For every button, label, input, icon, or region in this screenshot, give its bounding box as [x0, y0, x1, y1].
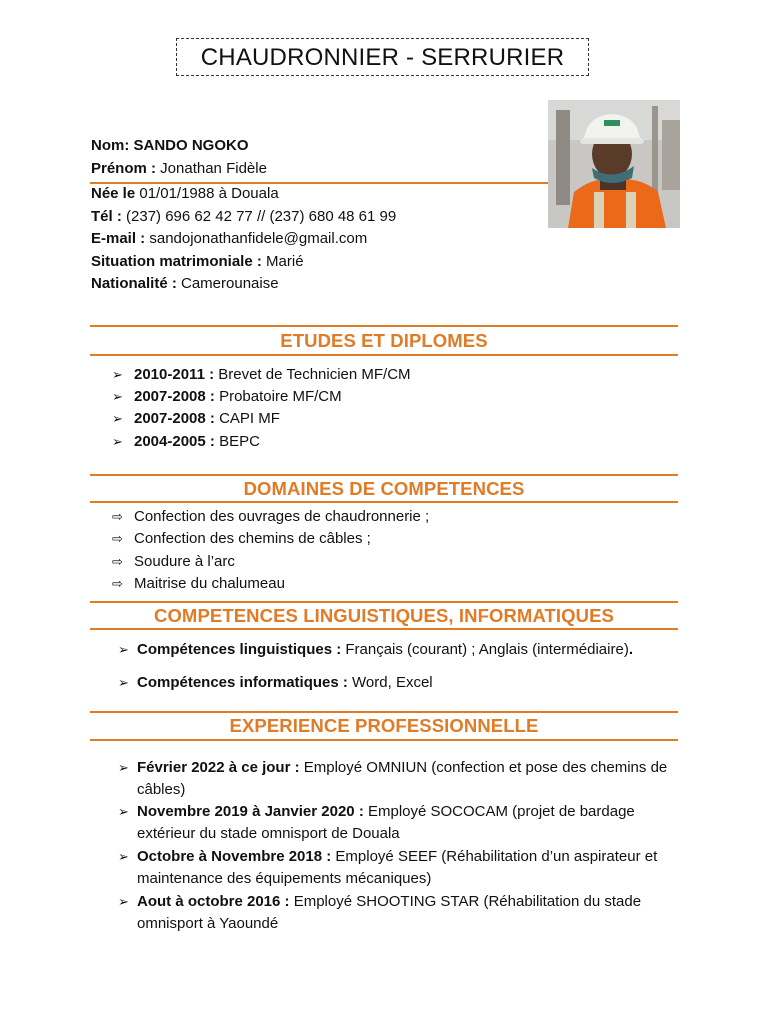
langue-item — [118, 639, 633, 661]
tel-line — [91, 206, 396, 228]
nee-value: 01/01/1988 à Douala — [135, 185, 279, 202]
hollow-arrow-bullet-icon: ⇨ — [112, 554, 123, 569]
section-title-experience: EXPERIENCE PROFESSIONNELLE — [229, 715, 539, 736]
etudes-year: 2007-2008 : — [134, 388, 215, 405]
section-rule-bottom — [90, 354, 678, 356]
section-title-linguistiques: COMPETENCES LINGUISTIQUES, INFORMATIQUES — [153, 605, 614, 626]
experience-text — [137, 891, 678, 935]
arrowhead-bullet-icon: ➢ — [118, 675, 129, 690]
experience-label: Février 2022 à ce jour : — [137, 759, 300, 776]
etudes-item — [112, 431, 260, 453]
langue-end: . — [628, 641, 633, 658]
experience-label: Octobre à Novembre 2018 : — [137, 848, 332, 865]
section-rule-top — [90, 325, 678, 327]
domaine-text: Soudure à l’arc — [134, 553, 235, 570]
domaine-text: Confection des chemins de câbles ; — [134, 530, 371, 547]
experience-item — [118, 801, 678, 845]
etudes-item — [112, 408, 280, 430]
domaine-item — [112, 506, 429, 528]
etudes-text: BEPC — [214, 433, 260, 450]
page-title: CHAUDRONNIER - SERRURIER — [176, 38, 589, 76]
informatique-text: Word, Excel — [347, 674, 433, 691]
nationalite-label: Nationalité : — [91, 275, 177, 292]
etudes-year: 2010-2011 : — [134, 366, 215, 383]
nom-line — [91, 135, 249, 157]
arrowhead-bullet-icon: ➢ — [118, 804, 129, 819]
section-rule-bottom — [90, 501, 678, 503]
section-title-etudes: ETUDES ET DIPLOMES — [280, 330, 488, 351]
situation-value: Marié — [261, 253, 304, 270]
situation-line — [91, 251, 304, 273]
email-line — [91, 228, 367, 250]
nom-label: Nom: SANDO NGOKO — [91, 137, 249, 154]
informatique-label: Compétences informatiques : — [137, 674, 348, 691]
experience-desc: Employé SEEF (Réhabilitation d’un aspirateur et maintenance des équipements mécaniques) — [137, 848, 658, 887]
hollow-arrow-bullet-icon: ⇨ — [112, 576, 123, 591]
arrowhead-bullet-icon: ➢ — [112, 411, 123, 426]
section-rule-bottom — [90, 739, 678, 741]
nationalite-line — [91, 273, 279, 295]
nationalite-value: Camerounaise — [176, 275, 279, 292]
langue-text: Français (courant) ; Anglais (intermédiaire) — [341, 641, 629, 658]
experience-desc: Employé SOCOCAM (projet de bardage extérieur du stade omnisport de Douala — [137, 803, 635, 842]
profile-photo-illustration — [548, 100, 680, 228]
prenom-value: Jonathan Fidèle — [156, 160, 267, 177]
arrowhead-bullet-icon: ➢ — [118, 642, 129, 657]
experience-text — [137, 757, 678, 801]
experience-item — [118, 891, 678, 935]
email-label: E-mail : — [91, 230, 146, 247]
hollow-arrow-bullet-icon: ⇨ — [112, 531, 123, 546]
experience-item — [118, 846, 678, 890]
experience-item — [118, 757, 678, 801]
etudes-year: 2004-2005 : — [134, 433, 215, 450]
experience-text — [137, 801, 678, 845]
etudes-text: Brevet de Technicien MF/CM — [214, 366, 411, 383]
etudes-text: Probatoire MF/CM — [214, 388, 342, 405]
section-rule-bottom — [90, 628, 678, 630]
section-title-domaines: DOMAINES DE COMPETENCES — [243, 478, 525, 499]
situation-label: Situation matrimoniale : — [91, 253, 262, 270]
experience-label: Aout à octobre 2016 : — [137, 893, 290, 910]
arrowhead-bullet-icon: ➢ — [112, 389, 123, 404]
tel-label: Tél : — [91, 208, 122, 225]
arrowhead-bullet-icon: ➢ — [118, 849, 129, 864]
arrowhead-bullet-icon: ➢ — [112, 434, 123, 449]
etudes-year: 2007-2008 : — [134, 410, 215, 427]
email-value[interactable]: sandojonathanfidele@gmail.com — [145, 230, 368, 247]
domaine-item — [112, 528, 371, 550]
domaine-item — [112, 551, 235, 573]
experience-text — [137, 846, 678, 890]
hollow-arrow-bullet-icon: ⇨ — [112, 509, 123, 524]
experience-desc: Employé OMNIUN (confection et pose des chemins de câbles) — [137, 759, 668, 798]
experience-desc: Employé SHOOTING STAR (Réhabilitation du stade omnisport à Yaoundé — [137, 893, 642, 932]
informatique-item — [118, 672, 433, 694]
etudes-item — [112, 386, 342, 408]
domaine-item — [112, 573, 285, 595]
nee-line — [91, 183, 279, 205]
domaine-text: Confection des ouvrages de chaudronnerie ; — [134, 508, 430, 525]
etudes-text: CAPI MF — [214, 410, 280, 427]
arrowhead-bullet-icon: ➢ — [118, 760, 129, 775]
arrowhead-bullet-icon: ➢ — [112, 367, 123, 382]
arrowhead-bullet-icon: ➢ — [118, 894, 129, 909]
profile-photo — [548, 100, 680, 228]
experience-label: Novembre 2019 à Janvier 2020 : — [137, 803, 364, 820]
prenom-label: Prénom : — [91, 160, 157, 177]
tel-value: (237) 696 62 42 77 // (237) 680 48 61 99 — [121, 208, 397, 225]
etudes-item — [112, 364, 411, 386]
prenom-line — [91, 158, 267, 180]
nee-label: Née le — [91, 185, 136, 202]
langue-label: Compétences linguistiques : — [137, 641, 342, 658]
domaine-text: Maitrise du chalumeau — [134, 575, 285, 592]
